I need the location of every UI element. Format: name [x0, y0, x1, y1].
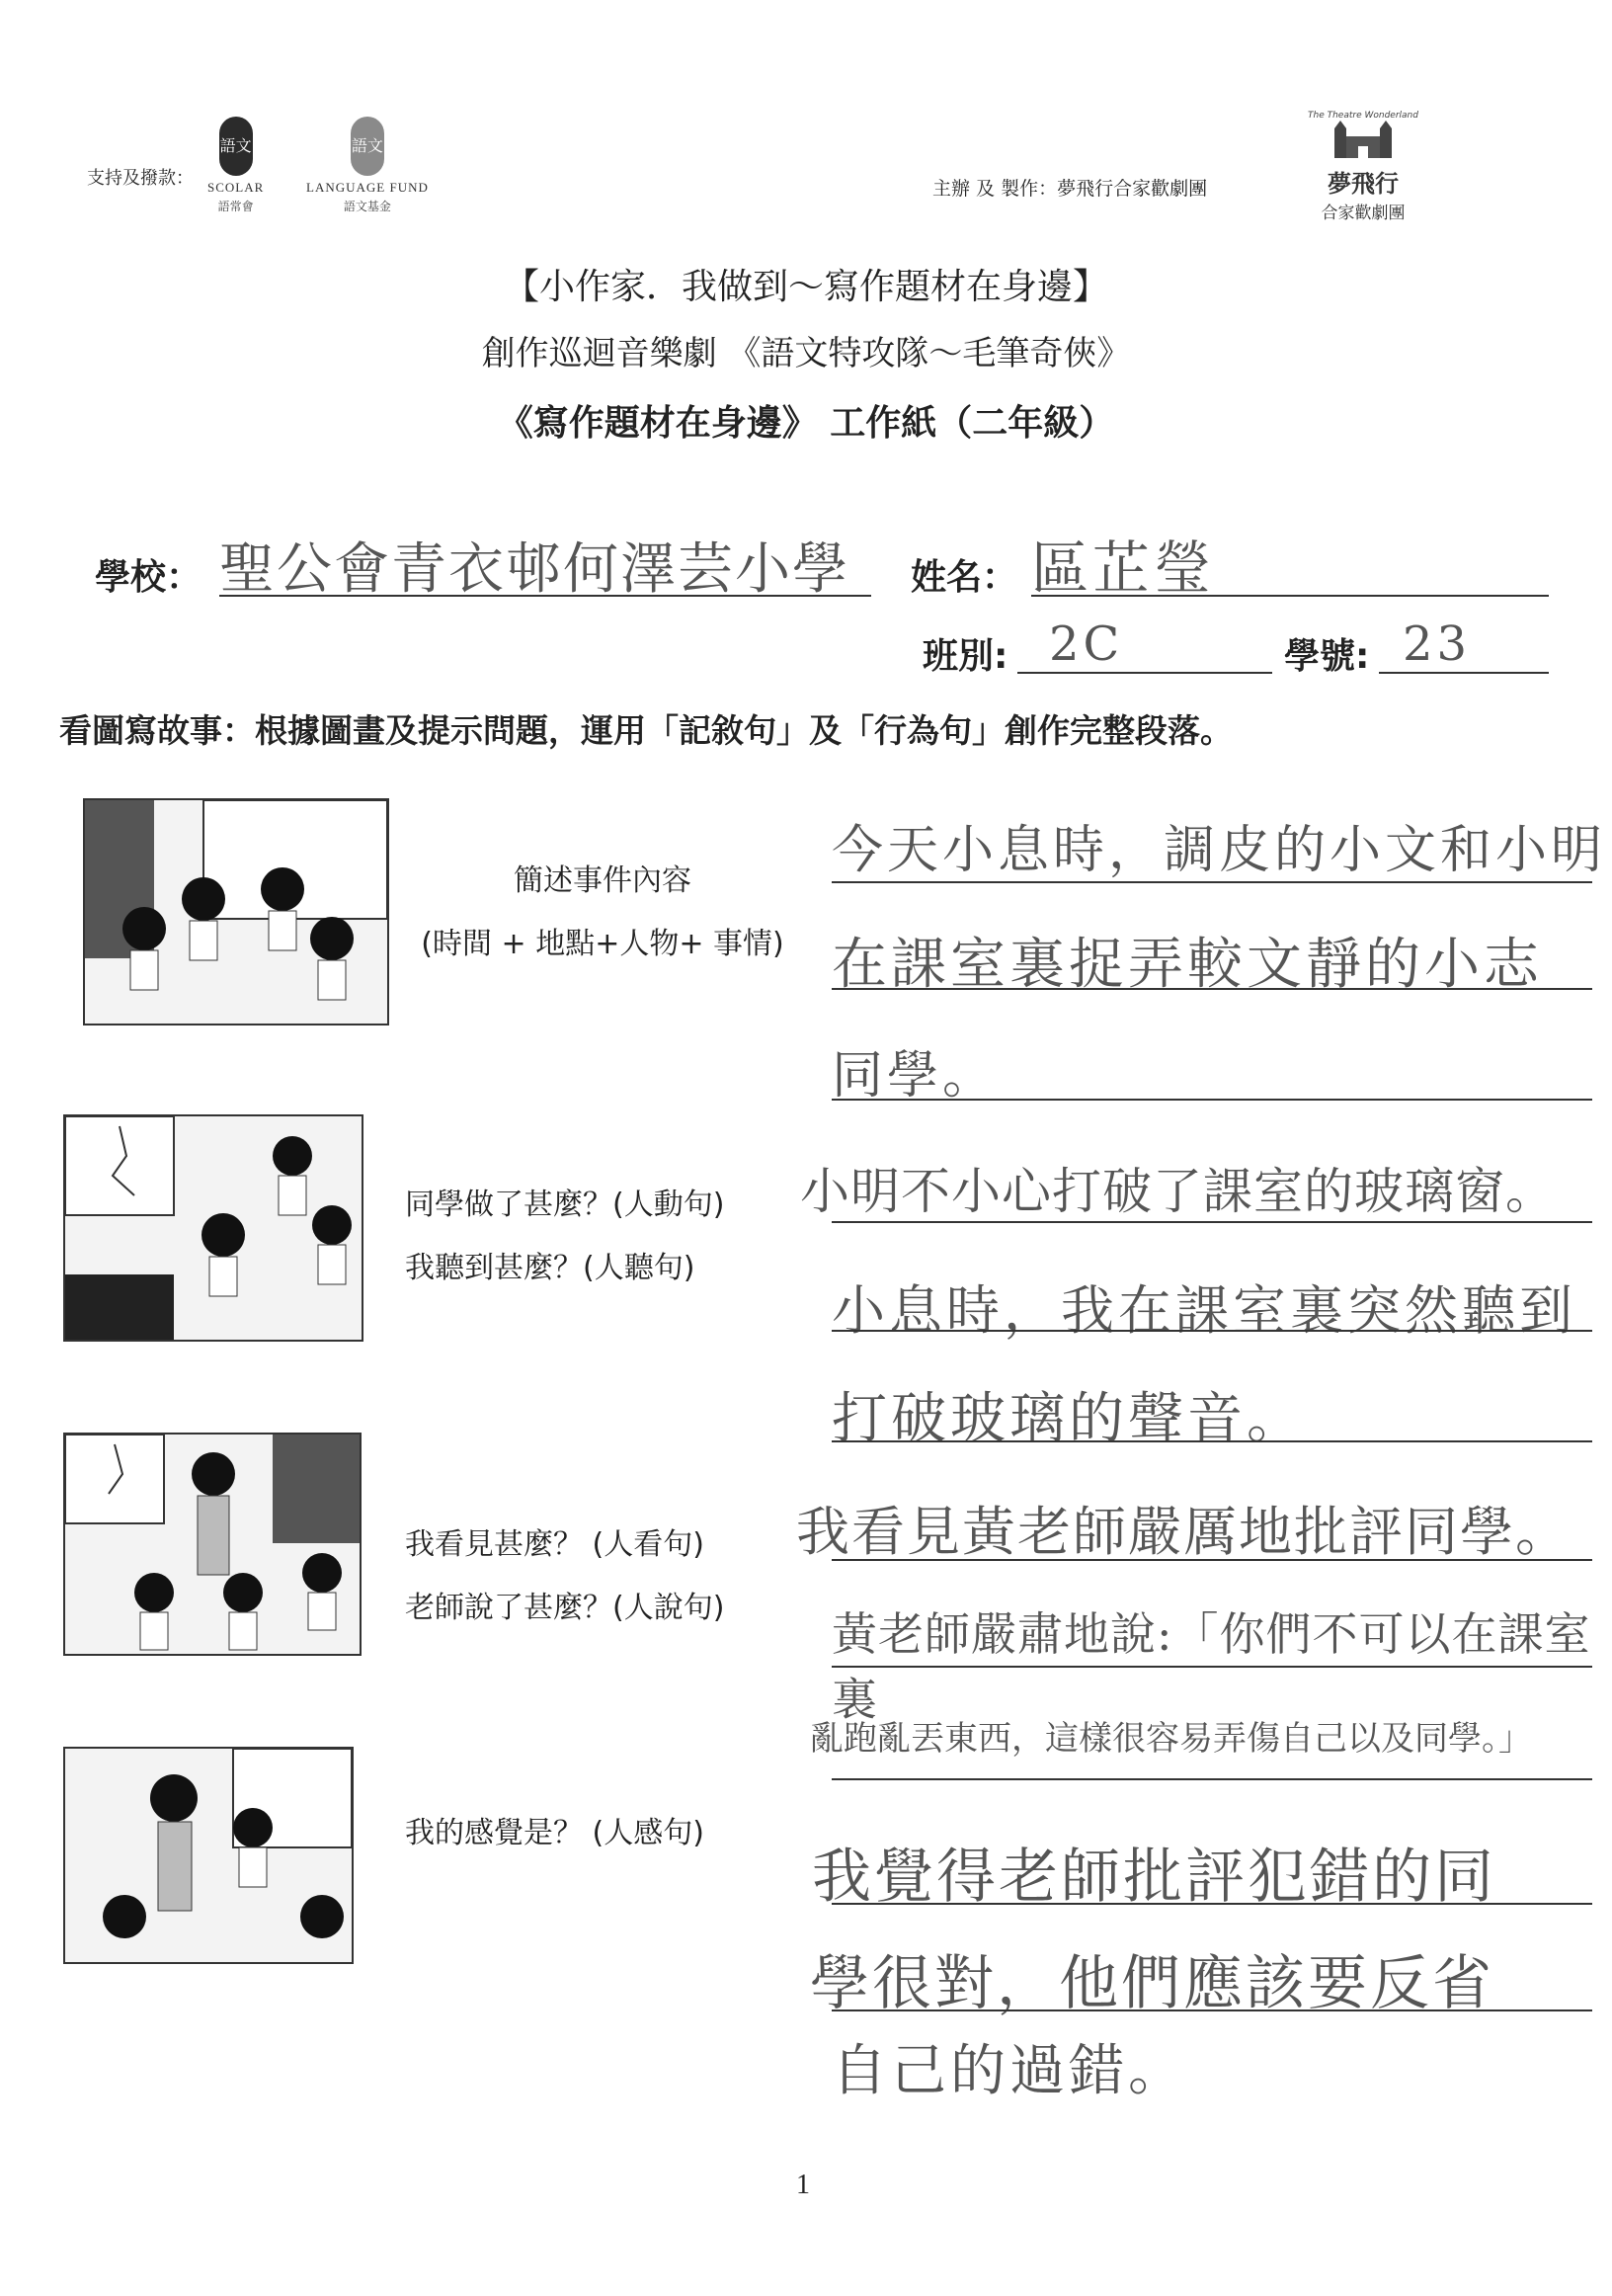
student-number-label: 學號:	[1284, 636, 1370, 677]
answer-2-line-2[interactable]: 小息時，我在課室裏突然聽到	[832, 1279, 1576, 1342]
theatre-logo-top: The Theatre Wonderland	[1308, 111, 1418, 121]
answer-4-line-1[interactable]: 我覺得老師批評犯錯的同	[812, 1843, 1496, 1912]
prompt-1-line-2: (時間 + 地點+人物+ 事情)	[421, 927, 784, 961]
picture-1	[83, 798, 389, 1025]
title-line-3: 《寫作題材在身邊》 工作紙（二年級）	[497, 403, 1115, 444]
student-number-value[interactable]: 23	[1403, 616, 1472, 672]
castle-icon	[1329, 121, 1398, 160]
answer-1-underline-1	[832, 881, 1592, 883]
language-fund-logo	[306, 117, 429, 214]
theatre-logo-name: 夢飛行	[1328, 170, 1399, 198]
answer-1-underline-3	[832, 1099, 1592, 1101]
picture-2	[63, 1114, 363, 1342]
name-label: 姓名：	[911, 557, 1018, 598]
class-underline	[1017, 672, 1272, 674]
page-number: 1	[796, 2170, 810, 2200]
answer-2-underline-2	[832, 1330, 1592, 1332]
answer-1-line-3[interactable]: 同學。	[832, 1046, 999, 1106]
scolar-caption: SCOLAR	[207, 180, 265, 195]
school-label: 學校：	[95, 557, 202, 598]
theatre-logo-sub: 合家歡劇團	[1321, 204, 1406, 223]
answer-3-line-2[interactable]: 黃老師嚴肅地說:「你們不可以在課室裏	[832, 1607, 1591, 1726]
class-value[interactable]: 2C	[1049, 616, 1124, 672]
answer-4-underline-2	[832, 2009, 1592, 2011]
teacher-explaining-scene-icon	[65, 1749, 352, 1962]
teacher-scolding-scene-icon	[65, 1435, 360, 1654]
answer-2-underline-3	[832, 1440, 1592, 1442]
prompt-2-line-1: 同學做了甚麼？(人動句)	[405, 1188, 725, 1222]
scolar-sub: 語常會	[217, 200, 254, 213]
answer-3-underline-1	[832, 1559, 1592, 1561]
answer-1-line-2[interactable]: 在課室裏捉弄較文靜的小志	[832, 933, 1543, 997]
prompt-2	[405, 1182, 724, 1292]
answer-2-line-3[interactable]: 打破玻璃的聲音。	[832, 1387, 1306, 1451]
language-fund-caption: LANGUAGE FUND	[306, 180, 429, 195]
name-underline	[1031, 595, 1549, 597]
answer-4-underline-1	[832, 1903, 1592, 1905]
name-value[interactable]: 區芷瑩	[1031, 534, 1216, 602]
prompt-2-line-2: 我聽到甚麼？(人聽句)	[405, 1251, 695, 1285]
prompt-3	[405, 1521, 724, 1632]
picture-4	[63, 1747, 354, 1964]
classroom-scene-icon	[85, 800, 387, 1024]
prompt-3-line-1: 我看見甚麼？ (人看句)	[405, 1527, 704, 1562]
student-number-underline	[1379, 672, 1549, 674]
answer-1-line-1[interactable]: 今天小息時，調皮的小文和小明	[832, 821, 1607, 880]
answer-3-underline-2	[832, 1666, 1592, 1668]
broken-window-scene-icon	[65, 1116, 362, 1340]
class-label: 班別:	[923, 636, 1008, 677]
scolar-seal: 語文	[219, 117, 253, 176]
title-line-2: 創作巡迴音樂劇 《語文特攻隊～毛筆奇俠》	[481, 334, 1131, 373]
language-fund-sub: 語文基金	[343, 200, 391, 213]
answer-2-underline-1	[832, 1221, 1592, 1223]
sponsor-label: 支持及撥款：	[87, 168, 194, 189]
language-fund-seal: 語文	[351, 117, 384, 176]
title-line-1: 【小作家．我做到～寫作題材在身邊】	[503, 267, 1108, 307]
organizer-label: 主辦 及 製作：夢飛行合家歡劇團	[932, 178, 1208, 200]
prompt-4	[405, 1810, 704, 1857]
prompt-4-line-1: 我的感覺是？ (人感句)	[405, 1816, 704, 1850]
prompt-1-line-1: 簡述事件內容	[514, 863, 691, 898]
answer-3-line-3[interactable]: 亂跑亂丟東西，這樣很容易弄傷自己以及同學。」	[810, 1719, 1532, 1759]
answer-2-line-1[interactable]: 小明不小心打破了課室的玻璃窗。	[800, 1163, 1556, 1220]
answer-3-line-1[interactable]: 我看見黃老師嚴厲地批評同學。	[796, 1501, 1571, 1563]
school-underline	[219, 595, 871, 597]
theatre-logo	[1304, 111, 1422, 239]
answer-4-line-3[interactable]: 自己的過錯。	[832, 2039, 1187, 2103]
picture-3	[63, 1433, 362, 1656]
answer-3-underline-3	[832, 1778, 1592, 1780]
prompt-3-line-2: 老師說了甚麼？(人說句)	[405, 1591, 725, 1625]
instruction-text: 看圖寫故事：根據圖畫及提示問題，運用「記敘句」及「行為句」創作完整段落。	[59, 711, 1233, 750]
prompt-1	[395, 858, 810, 968]
answer-1-underline-2	[832, 988, 1592, 990]
scolar-logo	[207, 117, 264, 214]
answer-4-line-2[interactable]: 學很對，他們應該要反省	[810, 1949, 1494, 2018]
school-value[interactable]: 聖公會青衣邨何澤芸小學	[219, 537, 849, 602]
